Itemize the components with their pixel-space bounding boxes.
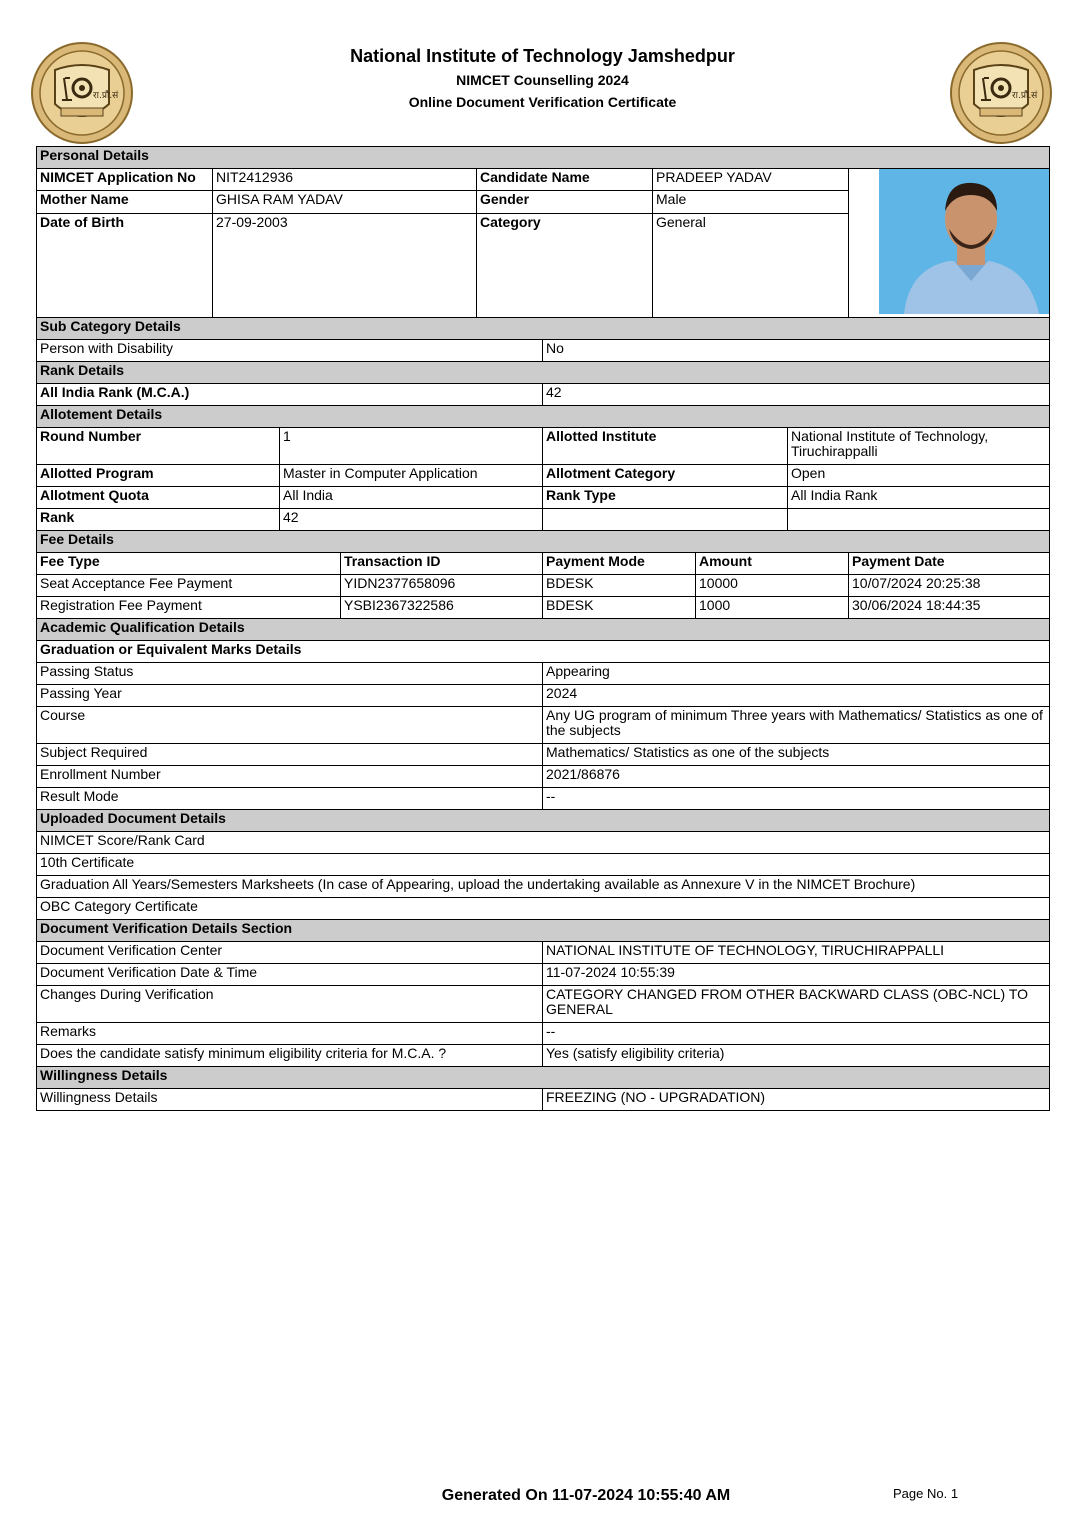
category-value: General [653, 213, 849, 317]
verification-label: Remarks [37, 1023, 543, 1045]
uploaded-document-item: NIMCET Score/Rank Card [37, 832, 1050, 854]
uploaded-document-item: OBC Category Certificate [37, 898, 1050, 920]
fee-type: Seat Acceptance Fee Payment [37, 575, 341, 597]
table-row [37, 744, 1050, 766]
fee-header-type: Fee Type [37, 553, 341, 575]
application-no-label: NIMCET Application No [37, 169, 213, 191]
fee-payment-mode: BDESK [543, 575, 696, 597]
section-sub-category: Sub Category Details [37, 318, 1050, 340]
verification-label: Document Verification Center [37, 942, 543, 964]
verification-value: NATIONAL INSTITUTE OF TECHNOLOGY, TIRUCHIRAPPALLI [543, 942, 1050, 964]
academic-label: Enrollment Number [37, 766, 543, 788]
academic-label: Passing Status [37, 663, 543, 685]
section-personal-details: Personal Details [37, 147, 1050, 169]
fee-header-transaction: Transaction ID [341, 553, 543, 575]
fee-amount: 1000 [696, 597, 849, 619]
allotment-category-label: Allotment Category [543, 465, 788, 487]
application-no-value: NIT2412936 [213, 169, 477, 191]
svg-text:रा.प्रौ.सं: रा.प्रौ.सं [1012, 91, 1038, 101]
verification-label: Changes During Verification [37, 986, 543, 1023]
dob-label: Date of Birth [37, 213, 213, 317]
academic-value: Any UG program of minimum Three years with Mathematics/ Statistics as one of the subjects [543, 707, 1050, 744]
table-row [37, 1045, 1050, 1067]
institute-title: National Institute of Technology Jamshedpur [350, 46, 735, 66]
candidate-photo [849, 169, 1049, 314]
academic-label: Result Mode [37, 788, 543, 810]
table-row [37, 685, 1050, 707]
gender-value: Male [653, 191, 849, 213]
empty-cell [543, 509, 788, 531]
fee-payment-date: 30/06/2024 18:44:35 [849, 597, 1050, 619]
certificate-table [36, 146, 1050, 1111]
fee-transaction-id: YSBI2367322586 [341, 597, 543, 619]
verification-label: Document Verification Date & Time [37, 964, 543, 986]
fee-payment-mode: BDESK [543, 597, 696, 619]
mother-name-label: Mother Name [37, 191, 213, 213]
section-uploaded-documents: Uploaded Document Details [37, 810, 1050, 832]
table-row [37, 663, 1050, 685]
table-row [37, 986, 1050, 1023]
section-fee-details: Fee Details [37, 531, 1050, 553]
rank-label: Rank [37, 509, 280, 531]
pwd-value: No [543, 340, 1050, 362]
allotment-category-value: Open [788, 465, 1050, 487]
table-row [37, 1023, 1050, 1045]
table-row [37, 964, 1050, 986]
academic-value: Mathematics/ Statistics as one of the subjects [543, 744, 1050, 766]
section-rank-details: Rank Details [37, 362, 1050, 384]
round-number-value: 1 [280, 428, 543, 465]
svg-text:रा.प्रौ.सं: रा.प्रौ.सं [93, 91, 119, 101]
uploaded-document-item: Graduation All Years/Semesters Marksheets (In case of Appearing, upload the undertaking available as Annexure V in the NIMCET Brochure) [37, 876, 1050, 898]
section-allotment-details: Allotement Details [37, 406, 1050, 428]
table-row [37, 942, 1050, 964]
academic-label: Passing Year [37, 685, 543, 707]
academic-value: 2024 [543, 685, 1050, 707]
academic-value: 2021/86876 [543, 766, 1050, 788]
willingness-label: Willingness Details [37, 1089, 543, 1111]
verification-label: Does the candidate satisfy minimum eligibility criteria for M.C.A. ? [37, 1045, 543, 1067]
academic-value: -- [543, 788, 1050, 810]
table-row [37, 766, 1050, 788]
fee-payment-date: 10/07/2024 20:25:38 [849, 575, 1050, 597]
counselling-subtitle: NIMCET Counselling 2024 [456, 72, 629, 88]
rank-value: 42 [280, 509, 543, 531]
generated-on-text: Generated On 11-07-2024 10:55:40 AM [441, 1487, 731, 1504]
rank-type-value: All India Rank [788, 487, 1050, 509]
academic-value: Appearing [543, 663, 1050, 685]
allotted-institute-value: National Institute of Technology, Tiruchirappalli [788, 428, 1050, 465]
table-row [37, 788, 1050, 810]
allotment-quota-value: All India [280, 487, 543, 509]
section-willingness-details: Willingness Details [37, 1067, 1050, 1089]
air-label: All India Rank (M.C.A.) [37, 384, 543, 406]
willingness-value: FREEZING (NO - UPGRADATION) [543, 1089, 1050, 1111]
candidate-photo-cell [849, 169, 1050, 318]
fee-amount: 10000 [696, 575, 849, 597]
candidate-name-label: Candidate Name [477, 169, 653, 191]
allotted-program-value: Master in Computer Application [280, 465, 543, 487]
round-number-label: Round Number [37, 428, 280, 465]
table-row [37, 597, 1050, 619]
document-header [0, 0, 1085, 150]
category-label: Category [477, 213, 653, 317]
verification-value: CATEGORY CHANGED FROM OTHER BACKWARD CLASS (OBC-NCL) TO GENERAL [543, 986, 1050, 1023]
academic-label: Subject Required [37, 744, 543, 766]
mother-name-value: GHISA RAM YADAV [213, 191, 477, 213]
allotment-quota-label: Allotment Quota [37, 487, 280, 509]
section-document-verification: Document Verification Details Section [37, 920, 1050, 942]
graduation-marks-subheading: Graduation or Equivalent Marks Details [37, 641, 1050, 663]
academic-label: Course [37, 707, 543, 744]
empty-cell [788, 509, 1050, 531]
verification-value: Yes (satisfy eligibility criteria) [543, 1045, 1050, 1067]
fee-header-amount: Amount [696, 553, 849, 575]
fee-header-mode: Payment Mode [543, 553, 696, 575]
allotted-program-label: Allotted Program [37, 465, 280, 487]
rank-type-label: Rank Type [543, 487, 788, 509]
verification-value: -- [543, 1023, 1050, 1045]
section-academic-details: Academic Qualification Details [37, 619, 1050, 641]
verification-value: 11-07-2024 10:55:39 [543, 964, 1050, 986]
page-number: Page No. 1 [893, 1486, 959, 1501]
dob-value: 27-09-2003 [213, 213, 477, 317]
candidate-name-value: PRADEEP YADAV [653, 169, 849, 191]
fee-transaction-id: YIDN2377658096 [341, 575, 543, 597]
table-row [37, 707, 1050, 744]
pwd-label: Person with Disability [37, 340, 543, 362]
allotted-institute-label: Allotted Institute [543, 428, 788, 465]
table-row [37, 575, 1050, 597]
fee-type: Registration Fee Payment [37, 597, 341, 619]
uploaded-document-item: 10th Certificate [37, 854, 1050, 876]
gender-label: Gender [477, 191, 653, 213]
certificate-subtitle: Online Document Verification Certificate [408, 94, 677, 110]
air-value: 42 [543, 384, 1050, 406]
fee-header-date: Payment Date [849, 553, 1050, 575]
